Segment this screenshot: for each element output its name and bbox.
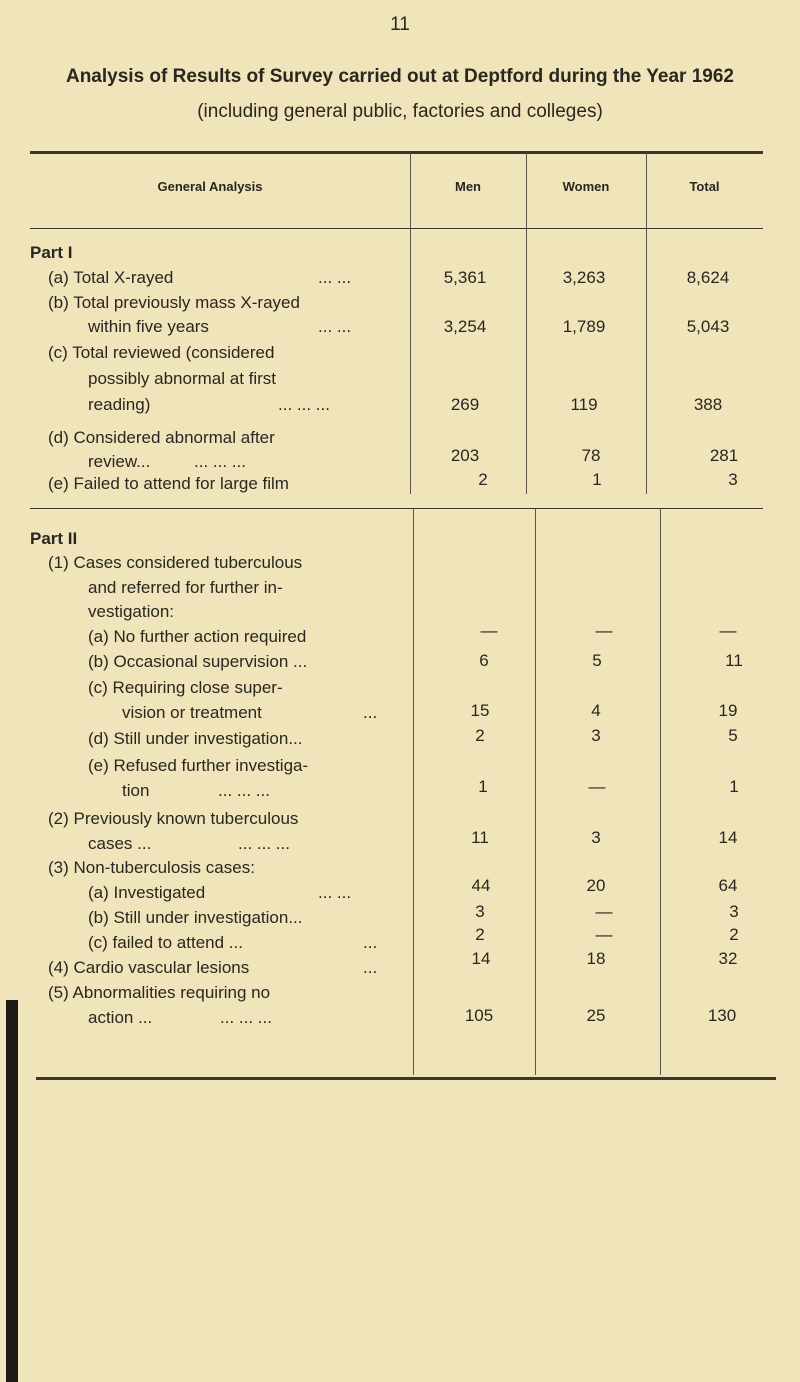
row-label: (c) Requiring close super- — [88, 678, 283, 697]
cell-women: 3 — [591, 828, 601, 847]
cell-women: — — [595, 902, 613, 921]
page-number: 11 — [390, 14, 410, 35]
cell-men: 11 — [471, 828, 489, 847]
row-label: reading) — [88, 395, 151, 414]
page-binding-edge — [6, 1000, 18, 1382]
row-label: (4) Cardio vascular lesions — [48, 958, 250, 977]
cell-total: 5,043 — [686, 317, 730, 336]
cell-women: 3 — [591, 726, 601, 745]
row-label: within five years — [88, 317, 209, 336]
cell-women: 5 — [592, 651, 602, 670]
cell-men: 3 — [475, 902, 485, 921]
part-one-heading: Part I — [30, 243, 73, 262]
row-label: (b) Still under investigation... — [88, 908, 303, 927]
cell-total: 3 — [728, 470, 738, 489]
cell-women: 25 — [586, 1006, 606, 1025]
leader-dots: ... ... — [318, 268, 352, 287]
row-label: (5) Abnormalities requiring no — [48, 983, 271, 1002]
row-label: review... — [88, 452, 151, 471]
cell-women: 3,263 — [562, 268, 606, 287]
cell-men: 5,361 — [443, 268, 487, 287]
header-general-analysis: General Analysis — [157, 179, 263, 194]
leader-dots: ... ... ... — [278, 395, 330, 414]
cell-men: 203 — [450, 446, 480, 465]
cell-total: 281 — [709, 446, 739, 465]
row-label: possibly abnormal at first — [88, 369, 277, 388]
cell-women: 78 — [581, 446, 601, 465]
row-label: (a) No further action required — [88, 627, 307, 646]
cell-men: 2 — [475, 726, 485, 745]
cell-women: — — [588, 777, 606, 796]
row-label: vision or treatment — [122, 703, 262, 722]
row-label: (d) Considered abnormal after — [48, 428, 275, 447]
cell-men: 1 — [478, 777, 488, 796]
row-label: (a) Investigated — [88, 883, 206, 902]
cell-total: 5 — [728, 726, 738, 745]
row-label: (1) Cases considered tuberculous — [48, 553, 303, 572]
cell-total: 32 — [718, 949, 738, 968]
cell-women: — — [595, 621, 613, 640]
leader-dots: ... — [363, 958, 378, 977]
cell-total: 19 — [718, 701, 738, 720]
cell-total: 64 — [718, 876, 738, 895]
row-label: (b) Total previously mass X-rayed — [48, 293, 300, 312]
column-divider — [660, 509, 661, 1075]
table-bottom-rule — [36, 1077, 776, 1080]
row-label: (e) Refused further investiga- — [88, 756, 309, 775]
row-label: tion — [122, 781, 150, 800]
page-title: Analysis of Results of Survey carried out at Deptford during the Year 1962 — [65, 66, 734, 87]
header-total: Total — [689, 179, 720, 194]
cell-total: 14 — [718, 828, 738, 847]
header-bottom-rule — [30, 228, 763, 229]
column-divider — [526, 229, 527, 494]
cell-total: 11 — [725, 651, 743, 670]
leader-dots: ... — [363, 933, 378, 952]
row-label: (3) Non-tuberculosis cases: — [48, 858, 255, 877]
cell-women: 20 — [586, 876, 606, 895]
leader-dots: ... ... — [318, 317, 352, 336]
row-label: and referred for further in- — [88, 578, 283, 597]
row-label: (c) Total reviewed (considered — [48, 343, 275, 362]
cell-women: 119 — [570, 395, 598, 414]
part-divider-rule — [30, 508, 763, 509]
row-label: (a) Total X-rayed — [48, 268, 174, 287]
cell-men: 105 — [464, 1006, 494, 1025]
cell-men: 269 — [450, 395, 480, 414]
column-divider — [535, 509, 536, 1075]
leader-dots: ... ... ... — [194, 452, 246, 471]
cell-men: 3,254 — [443, 317, 487, 336]
cell-total: 1 — [729, 777, 739, 796]
leader-dots: ... ... ... — [238, 834, 290, 853]
part-two-heading: Part II — [30, 529, 78, 548]
leader-dots: ... ... ... — [220, 1008, 272, 1027]
row-label: (d) Still under investigation... — [88, 729, 303, 748]
cell-total: 130 — [707, 1006, 737, 1025]
header-men: Men — [455, 179, 481, 194]
column-divider — [413, 509, 414, 1075]
cell-men: — — [480, 621, 498, 640]
row-label: (c) failed to attend ... — [88, 933, 243, 952]
row-label: cases ... — [88, 834, 152, 853]
cell-men: 15 — [470, 701, 490, 720]
row-label: vestigation: — [88, 602, 174, 621]
cell-women: 1 — [592, 470, 602, 489]
cell-men: 6 — [479, 651, 489, 670]
leader-dots: ... ... ... — [218, 781, 270, 800]
cell-total: 3 — [729, 902, 739, 921]
row-label: (b) Occasional supervision ... — [88, 652, 308, 671]
cell-women: — — [595, 925, 613, 944]
row-label: action ... — [88, 1008, 153, 1027]
cell-women: 18 — [586, 949, 606, 968]
cell-men: 14 — [471, 949, 491, 968]
leader-dots: ... ... — [318, 883, 352, 902]
cell-total: 388 — [693, 395, 723, 414]
table-top-rule — [30, 151, 763, 154]
cell-men: 44 — [471, 876, 491, 895]
column-divider — [646, 229, 647, 494]
cell-men: 2 — [478, 470, 488, 489]
leader-dots: ... — [363, 703, 378, 722]
cell-women: 4 — [591, 701, 601, 720]
cell-total: — — [719, 621, 737, 640]
row-label: (e) Failed to attend for large film — [48, 474, 289, 493]
cell-men: 2 — [475, 925, 485, 944]
header-women: Women — [562, 179, 610, 194]
column-divider — [410, 229, 411, 494]
row-label: (2) Previously known tuberculous — [48, 809, 299, 828]
page-subtitle: (including general public, factories and colleges) — [197, 101, 603, 122]
cell-women: 1,789 — [562, 317, 606, 336]
cell-total: 2 — [729, 925, 739, 944]
cell-total: 8,624 — [686, 268, 730, 287]
